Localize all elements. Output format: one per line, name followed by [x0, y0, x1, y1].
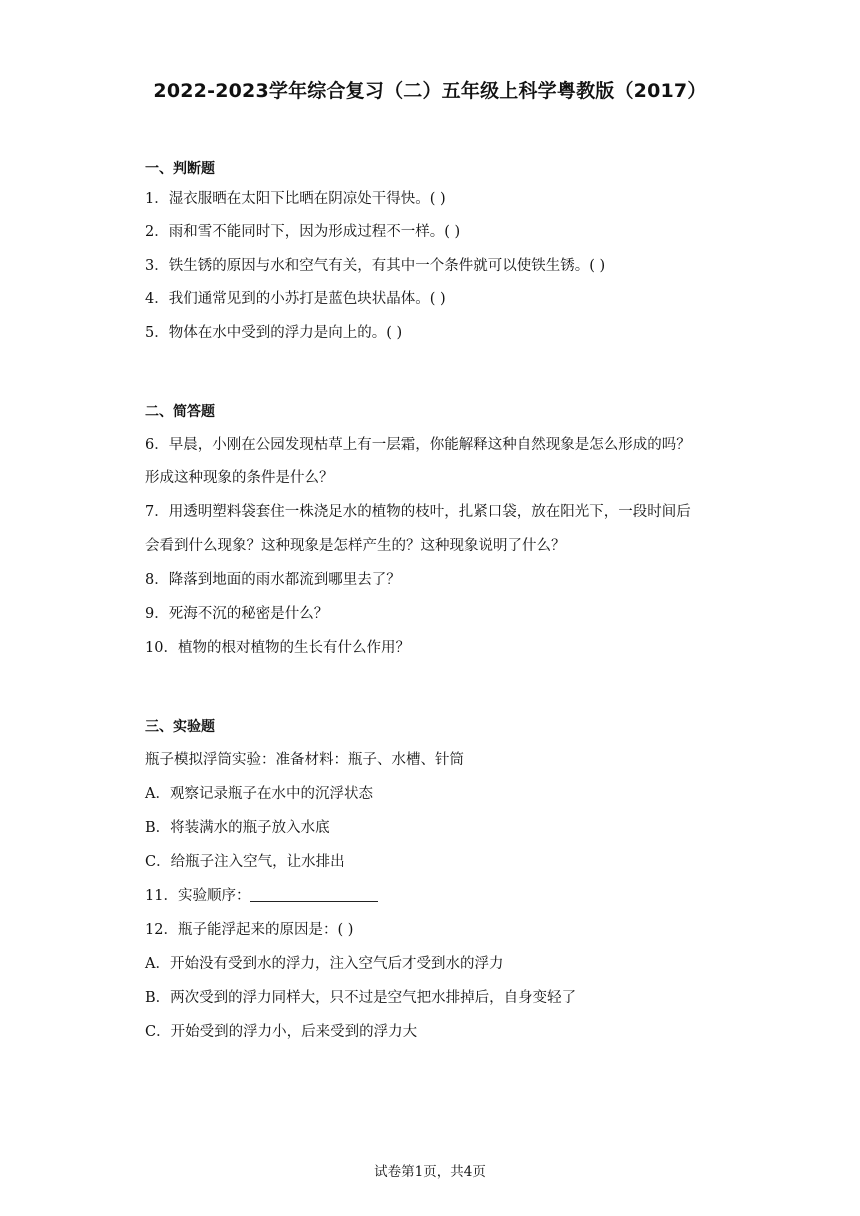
- experiment-step-a: A．观察记录瓶子在水中的沉浮状态: [145, 786, 373, 802]
- question-5: 5．物体在水中受到的浮力是向上的。( ): [145, 325, 403, 341]
- question-2: 2．雨和雪不能同时下，因为形成过程不一样。( ): [145, 224, 461, 240]
- option-a: A．开始没有受到水的浮力，注入空气后才受到水的浮力: [145, 956, 504, 972]
- experiment-step-b: B．将装满水的瓶子放入水底: [145, 820, 330, 836]
- question-3: 3．铁生锈的原因与水和空气有关，有其中一个条件就可以使铁生锈。( ): [145, 258, 606, 274]
- answer-blank[interactable]: [250, 887, 378, 902]
- section-heading-judgement: 一、判断题: [145, 161, 215, 177]
- section-heading-experiment: 三、实验题: [145, 719, 215, 735]
- question-4: 4．我们通常见到的小苏打是蓝色块状晶体。( ): [145, 291, 446, 307]
- question-7-line-2: 会看到什么现象？这种现象是怎样产生的？这种现象说明了什么？: [145, 538, 566, 554]
- question-1: 1．湿衣服晒在太阳下比晒在阴凉处干得快。( ): [145, 191, 446, 207]
- question-9: 9．死海不沉的秘密是什么？: [145, 606, 329, 622]
- question-11-label: 11．实验顺序：: [145, 888, 251, 904]
- page-footer: 试卷第1页，共4页: [374, 1164, 486, 1180]
- experiment-step-c: C．给瓶子注入空气，让水排出: [145, 854, 345, 870]
- question-12: 12．瓶子能浮起来的原因是：( ): [145, 922, 354, 938]
- experiment-intro: 瓶子模拟浮筒实验：准备材料：瓶子、水槽、针筒: [145, 752, 464, 768]
- question-6-line-2: 形成这种现象的条件是什么？: [145, 470, 334, 486]
- section-heading-short-answer: 二、简答题: [145, 404, 215, 420]
- question-10: 10．植物的根对植物的生长有什么作用？: [145, 640, 410, 656]
- question-8: 8．降落到地面的雨水都流到哪里去了？: [145, 572, 401, 588]
- option-b: B．两次受到的浮力同样大，只不过是空气把水排掉后，自身变轻了: [145, 990, 577, 1006]
- question-6-line-1: 6．早晨，小刚在公园发现枯草上有一层霜，你能解释这种自然现象是怎么形成的吗？: [145, 437, 691, 453]
- option-c: C．开始受到的浮力小，后来受到的浮力大: [145, 1024, 418, 1040]
- page-title: 2022-2023学年综合复习（二）五年级上科学粤教版（2017）: [153, 80, 707, 102]
- question-11: [145, 884, 378, 905]
- question-7-line-1: 7．用透明塑料袋套住一株浇足水的植物的枝叶，扎紧口袋，放在阳光下，一段时间后: [145, 504, 691, 520]
